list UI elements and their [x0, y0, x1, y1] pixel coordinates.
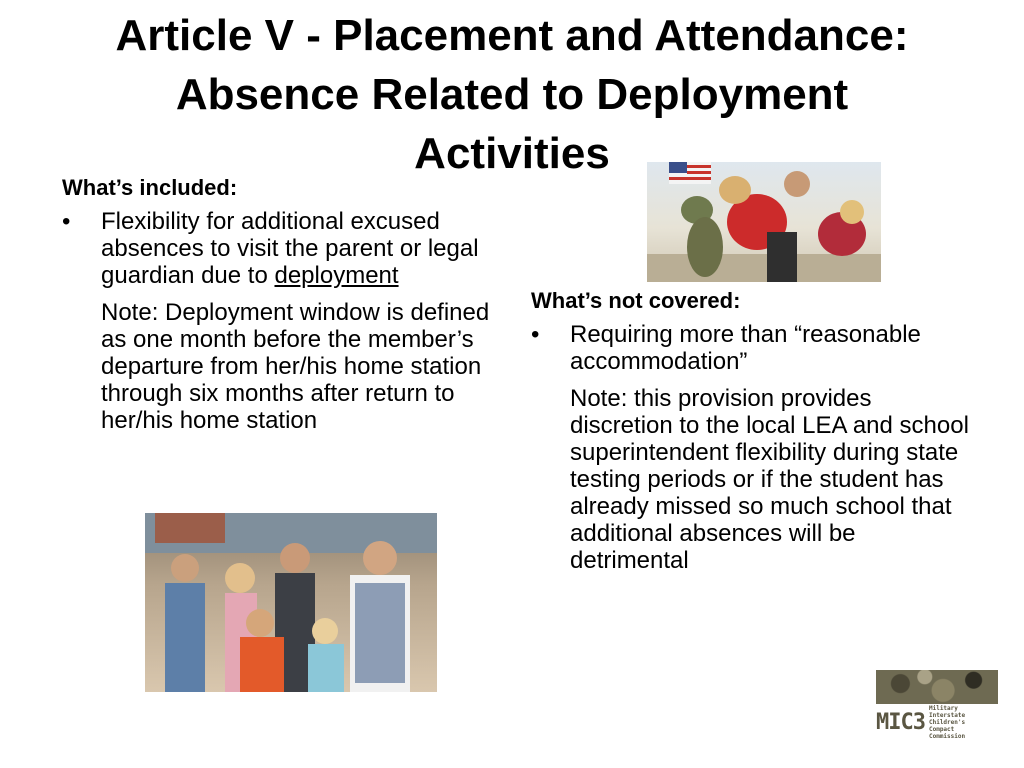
- bullet-dot: •: [531, 321, 540, 348]
- slide-title-line-2: Absence Related to Deployment: [175, 70, 849, 119]
- slide-title-line-3: Activities: [414, 129, 610, 178]
- included-note: Note: Deployment window is defined as one month before the member’s departure from her/his home station through six months after return to her/his home station: [101, 299, 490, 434]
- not-covered-bullet: [531, 321, 971, 375]
- slide-title-line-1: Article V - Placement and Attendance:: [115, 11, 909, 60]
- reunion-photo: [647, 162, 881, 282]
- logo-subtitle: Military Interstate Children's Compact Commission: [928, 704, 966, 740]
- slide-title: [20, 6, 1004, 183]
- not-covered-heading: What’s not covered:: [531, 288, 741, 313]
- included-bullet-text: Flexibility for additional excused absences to visit the parent or legal guardian due to: [101, 208, 479, 289]
- not-covered-section: [531, 287, 971, 574]
- included-heading: What’s included:: [62, 175, 238, 200]
- logo-wordmark: [876, 704, 998, 740]
- mic3-logo: [876, 670, 998, 740]
- logo-mark: MIC3: [876, 709, 925, 735]
- camouflage-banner: [876, 670, 998, 704]
- included-bullet: [62, 208, 502, 289]
- not-covered-bullet-text: Requiring more than “reasonable accommodation”: [570, 321, 921, 375]
- bullet-dot: •: [62, 208, 71, 235]
- deployment-underlined-term: deployment: [274, 262, 399, 289]
- included-section: [62, 174, 502, 434]
- crowd-photo: [145, 513, 437, 692]
- not-covered-note: Note: this provision provides discretion to the local LEA and school superintendent flexibility during state testing periods or if the student has already missed so much school that additional absences will be detrimental: [570, 385, 969, 574]
